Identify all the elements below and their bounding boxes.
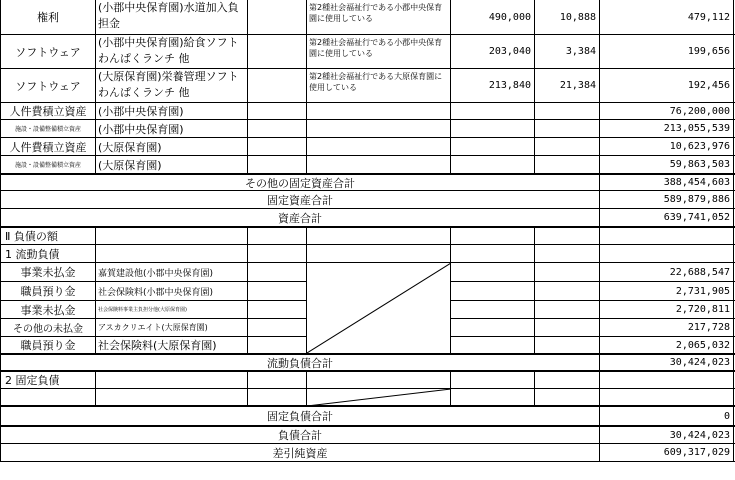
empty-cell <box>306 372 450 388</box>
empty-cell <box>306 228 450 244</box>
empty-cell <box>599 228 734 244</box>
subtotal-row <box>0 353 735 370</box>
table-row <box>0 155 735 173</box>
current-liabilities-total-label: 流動負債合計 <box>0 355 599 370</box>
empty-cell <box>95 389 247 405</box>
table-row <box>0 102 735 119</box>
table-row <box>0 68 735 102</box>
empty-cell <box>95 228 247 244</box>
value-cell: 217,728 <box>599 319 734 336</box>
acquisition-cell: 213,840 <box>450 69 534 102</box>
fixed-assets-total-value: 589,879,886 <box>599 191 734 208</box>
item-cell: ソフトウェア <box>0 69 95 102</box>
empty-cell <box>247 69 306 102</box>
empty-cell <box>534 228 599 244</box>
other-fixed-assets-total-value: 388,454,603 <box>599 175 734 190</box>
diagonal-line <box>307 389 450 405</box>
empty-cell <box>247 282 306 300</box>
net-assets-value: 609,317,029 <box>599 444 734 461</box>
acquisition-cell: 490,000 <box>450 0 534 34</box>
empty-cell <box>450 301 534 318</box>
empty-cell <box>247 337 306 353</box>
empty-cell <box>450 263 534 281</box>
detail-cell: 社会保険料(小郡中央保育園) <box>95 282 247 300</box>
subtotal-row <box>0 208 735 226</box>
book-value-cell: 213,055,539 <box>599 120 734 137</box>
fixed-liabilities-total-label: 固定負債合計 <box>0 407 599 425</box>
usage-cell: 第2種社会福祉行である小郡中央保育園に使用している <box>306 35 450 68</box>
book-value-cell: 59,863,503 <box>599 156 734 173</box>
empty-cell <box>450 389 534 405</box>
assets-total-value: 639,741,052 <box>599 209 734 226</box>
current-liabilities-total-value: 30,424,023 <box>599 355 734 370</box>
diagonal-line <box>307 263 451 353</box>
item-cell: 職員預り金 <box>0 337 95 353</box>
usage-cell: 第2種社会福祉行である小郡中央保育園に使用している <box>306 0 450 34</box>
item-cell: 事業未払金 <box>0 301 95 318</box>
empty-cell <box>0 389 95 405</box>
usage-cell <box>306 103 450 119</box>
empty-cell <box>534 337 599 353</box>
current-liabilities-title: 1 流動負債 <box>0 245 95 262</box>
empty-cell <box>247 228 306 244</box>
acquisition-cell: 203,040 <box>450 35 534 68</box>
item-cell: 事業未払金 <box>0 263 95 281</box>
book-value-cell: 199,656 <box>599 35 734 68</box>
section-header-row <box>0 226 735 244</box>
item-cell: 施設・設備整備積立資産 <box>0 120 95 137</box>
empty-cell <box>450 245 534 262</box>
empty-cell <box>534 263 599 281</box>
detail-cell: (小郡中央保育園)水道加入負担金 <box>95 0 247 34</box>
assets-total-label: 資産合計 <box>0 209 599 226</box>
empty-cell <box>599 245 734 262</box>
table-row <box>0 0 735 34</box>
usage-cell <box>306 138 450 155</box>
item-cell: 人件費積立資産 <box>0 103 95 119</box>
usage-cell: 第2種社会福祉行である大原保育園に使用している <box>306 69 450 102</box>
acquisition-cell <box>450 103 534 119</box>
empty-cell <box>599 372 734 388</box>
item-cell: 職員預り金 <box>0 282 95 300</box>
fixed-liabilities-title: 2 固定負債 <box>0 372 95 388</box>
liabilities-section-title: Ⅱ 負債の額 <box>0 228 95 244</box>
value-cell: 2,720,811 <box>599 301 734 318</box>
empty-cell <box>247 263 306 281</box>
liabilities-total-label: 負債合計 <box>0 427 599 443</box>
other-fixed-assets-total-label: その他の固定資産合計 <box>0 175 599 190</box>
table-row <box>0 119 735 137</box>
acquisition-cell <box>450 156 534 173</box>
book-value-cell: 76,200,000 <box>599 103 734 119</box>
detail-cell: 社会保険料(大原保育園) <box>95 337 247 353</box>
section-header-row <box>0 244 735 262</box>
usage-cell <box>306 156 450 173</box>
depreciation-cell <box>534 156 599 173</box>
usage-cell <box>306 120 450 137</box>
item-cell: 権利 <box>0 0 95 34</box>
detail-cell: アスカクリエイト(大原保育園) <box>95 319 247 336</box>
subtotal-row <box>0 443 735 462</box>
fixed-liabilities-total-value: 0 <box>599 407 734 425</box>
empty-cell <box>95 245 247 262</box>
empty-cell <box>599 389 734 405</box>
empty-cell <box>247 245 306 262</box>
book-value-cell: 192,456 <box>599 69 734 102</box>
acquisition-cell <box>450 138 534 155</box>
detail-cell: 社会保険料事業主負担分他(大原保育園) <box>95 301 247 318</box>
depreciation-cell <box>534 138 599 155</box>
empty-cell <box>247 138 306 155</box>
item-cell: 人件費積立資産 <box>0 138 95 155</box>
empty-cell <box>247 156 306 173</box>
item-cell: 施設・設備整備積立資産 <box>0 156 95 173</box>
empty-cell <box>247 0 306 34</box>
value-cell: 22,688,547 <box>599 263 734 281</box>
empty-cell <box>534 319 599 336</box>
item-cell: その他の未払金 <box>0 319 95 336</box>
table-row <box>0 34 735 68</box>
empty-cell <box>450 337 534 353</box>
blank-merged-cell <box>306 263 450 353</box>
depreciation-cell <box>534 120 599 137</box>
blank-merged-cell <box>306 389 450 405</box>
detail-cell: (大原保育園) <box>95 138 247 155</box>
depreciation-cell: 10,888 <box>534 0 599 34</box>
liabilities-total-value: 30,424,023 <box>599 427 734 443</box>
detail-cell: (大原保育園)栄養管理ソフト わんぱくランチ 他 <box>95 69 247 102</box>
subtotal-row <box>0 173 735 190</box>
empty-cell <box>306 245 450 262</box>
acquisition-cell <box>450 120 534 137</box>
section-header-row <box>0 370 735 388</box>
empty-cell <box>247 120 306 137</box>
empty-cell <box>247 103 306 119</box>
detail-cell: (小郡中央保育園) <box>95 103 247 119</box>
empty-cell <box>247 301 306 318</box>
subtotal-row <box>0 405 735 425</box>
table-row <box>0 137 735 155</box>
empty-cell <box>534 389 599 405</box>
empty-cell <box>247 319 306 336</box>
empty-cell <box>534 282 599 300</box>
empty-cell <box>450 282 534 300</box>
depreciation-cell <box>534 103 599 119</box>
item-cell: ソフトウェア <box>0 35 95 68</box>
depreciation-cell: 3,384 <box>534 35 599 68</box>
empty-cell <box>247 389 306 405</box>
fixed-assets-total-label: 固定資産合計 <box>0 191 599 208</box>
value-cell: 2,731,905 <box>599 282 734 300</box>
empty-cell <box>450 372 534 388</box>
detail-cell: 嘉賀建設他(小郡中央保育園) <box>95 263 247 281</box>
subtotal-row <box>0 425 735 443</box>
empty-cell <box>450 228 534 244</box>
detail-cell: (小郡中央保育園) <box>95 120 247 137</box>
empty-cell <box>95 372 247 388</box>
value-cell: 2,065,032 <box>599 337 734 353</box>
empty-cell <box>534 372 599 388</box>
detail-cell: (小郡中央保育園)給食ソフト わんぱくランチ 他 <box>95 35 247 68</box>
empty-cell <box>247 372 306 388</box>
empty-cell <box>247 35 306 68</box>
empty-cell <box>450 319 534 336</box>
detail-cell: (大原保育園) <box>95 156 247 173</box>
book-value-cell: 479,112 <box>599 0 734 34</box>
net-assets-label: 差引純資産 <box>0 444 599 461</box>
subtotal-row <box>0 190 735 208</box>
depreciation-cell: 21,384 <box>534 69 599 102</box>
empty-cell <box>534 245 599 262</box>
empty-cell <box>534 301 599 318</box>
table-row <box>0 388 735 405</box>
book-value-cell: 10,623,976 <box>599 138 734 155</box>
